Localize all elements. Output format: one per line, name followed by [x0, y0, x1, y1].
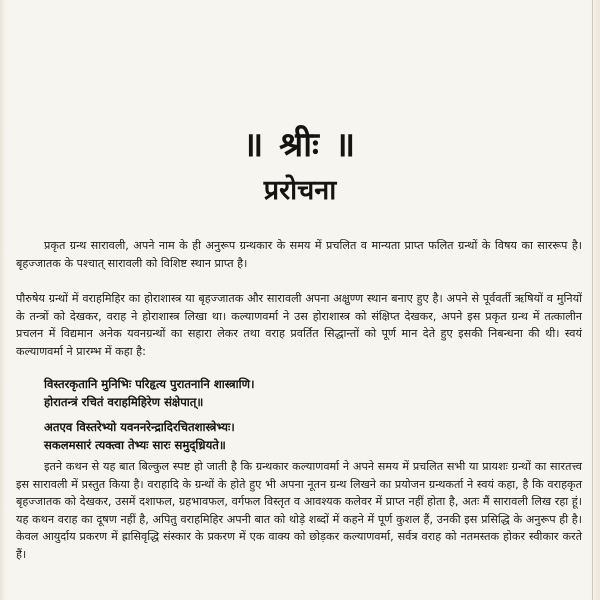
paragraph-1-text: प्रकृत ग्रन्थ सारावली, अपने नाम के ही अनुरूप ग्रन्थकार के समय में प्रचलित व मान्यता प्राप्त फलित ग्रन्थों के विषय का साररूप है। बृहज्जातक के पश्चात् सारावली को विशिष्ट स्थान प्राप्त है। — [16, 239, 582, 270]
verse-block — [44, 376, 574, 454]
page-title: प्ररोचना — [263, 175, 337, 206]
invocation-heading: ॥ श्रीः ॥ — [242, 125, 358, 165]
verse-line: अतएव विस्तरेभ्यो यवननरेन्द्रादिरचितशास्त्रेभ्यः। — [44, 420, 235, 434]
paragraph-pourusheya — [16, 290, 582, 360]
verse-line: सकलमसारं त्यक्त्वा तेभ्यः सारः समुद्ध्रियते॥ — [44, 437, 226, 452]
paragraph-3-text: इतने कथन से यह बात बिल्कुल स्पष्ट हो जाती है कि ग्रन्थकार कल्याणवर्मा ने अपने समय में प्रचलित सभी या प्रायशः ग्रन्थों का सारतत्त्व इस सारावली में प्रस्तुत किया है। वराहादि के ग्रन्थों के होते हुए भी अपना नूतन ग्रन्थ लिखने का प्रयोजन ग्रन्थकर्ता ने स्वयं कहा, है कि वराहकृत बृहज्जातक को देखकर, उसमें दशाफल, ग्रहभावफल, वर्गफल विस्तृत व आवश्यक कलेवर में प्राप्त नहीं होता है, अतः मैं सारावली लिख रहा हूं। यह कथन वराह का दूषण नहीं है, अपितु वराहमिहिर अपनी बात को थोड़े शब्दों में कहने में पूर्ण कुशल हैं, उनकी इस प्रसिद्धि के अनुरूप ही है। केवल आयुर्दाय प्रकरण में ह्रासिवृद्धि संस्कार के प्रकरण में एक वाक्य को छोड़कर कल्याणवर्मा, सर्वत्र वराह को नतमस्तक होकर स्वीकार करते हैं। — [16, 460, 582, 561]
paragraph-conclusion — [16, 458, 582, 563]
paragraph-2-text: पौरुषेय ग्रन्थों में वराहमिहिर का होराशास्त्र या बृहज्जातक और सारावली अपना अक्षुण्ण स्थान बनाए हुए है। अपने से पूर्ववर्ती ऋषियों व मुनियों के तन्त्रों को देखकर, वराह ने होराशास्त्र लिखा था। कल्याणवर्मा ने उस होराशास्त्र को संक्षिप्त देखकर, अपने इस प्रकृत ग्रन्थ में तत्कालीन प्रचलन में विद्यमान अनेक यवनग्रन्थों का सहारा लेकर तथा वराह प्रवर्तित सिद्धान्तों को पूर्ण मान देते हुए इसकी निबन्धना की थी। स्वयं कल्याणवर्मा ने प्रारम्भ में कहा है: — [16, 292, 582, 358]
verse-gap — [44, 411, 574, 419]
verse-line: विस्तरकृतानि मुनिभिः परिहृत्य पुरातनानि शास्त्राणि। — [44, 377, 255, 391]
page-edge — [592, 0, 593, 600]
verse-line: होरातन्त्रं रचितं वराहमिहिरेण संक्षेपात्॥ — [44, 394, 204, 409]
paragraph-intro — [16, 237, 582, 272]
